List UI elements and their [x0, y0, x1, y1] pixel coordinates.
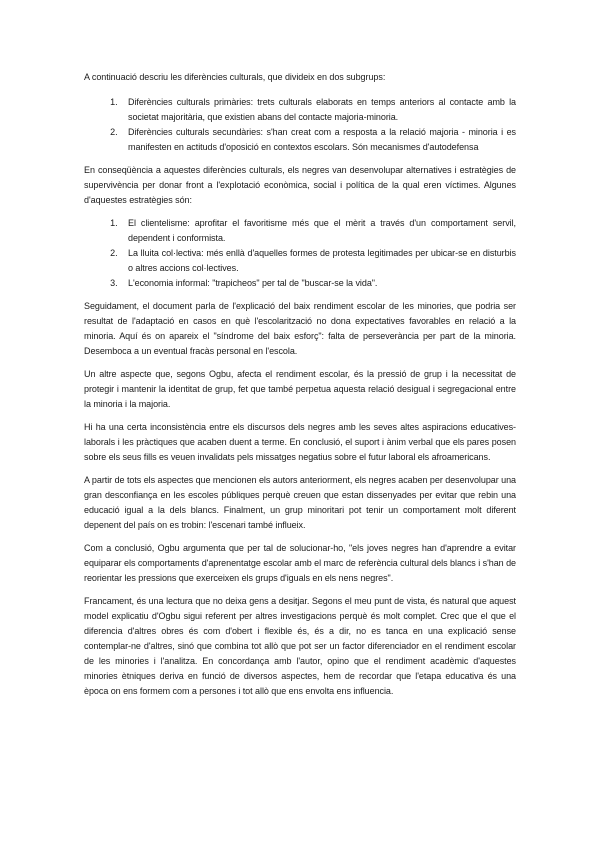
paragraph-intro: A continuació descriu les diferències culturals, que divideix en dos subgrups: [84, 72, 386, 82]
paragraph-seguidament: Seguidament, el document parla de l'explicació del baix rendiment escolar de les minories, que podria ser resultat de l'adaptació en casos en què l'escolarització no dona expectatives favorables en relació a la minoria. Aquí és on apareix el "síndrome del baix esforç": falta de perseverància per part de la minoria. Desemboca a un eventual fracàs personal en l'escola. [84, 301, 516, 356]
paragraph-inconsistencia: Hi ha una certa inconsistència entre els discursos dels negres amb les seves altes aspiracions educatives-laborals i les pràctiques que acaben duent a terme. En conclusió, el suport i ànim verbal que els pares posen sobre els seus fills es veuen invalidats pels missatges negatius sobre el futur laboral els afroamericans. [84, 422, 516, 462]
list-item-diferencies-secundaries: 2. Diferències culturals secundàries: s'han creat com a resposta a la relació majoria - minoria i es manifesten en actituds d'oposició en contextos escolars. Són mecanismes d'autodefensa [120, 125, 516, 155]
paragraph-francament: Francament, és una lectura que no deixa gens a desitjar. Segons el meu punt de vista, és natural que aquest model explicatiu d'Ogbu sigui referent per altres investigacions perquè és molt complet. Crec que el que el diferencia d'altres obres és com d'obert i flexible és, és a dir, no es tanca en una explicació sense contemplar-ne d'altres, sinó que combina tot allò que pot ser un factor diferenciador en el rendiment escolar de les minories i l'analitza. En concordança amb l'autor, opino que el rendiment acadèmic d'aquestes minories ètniques deriva en funció de diversos aspectes, hem de recordar que l'etapa educativa és una època on ens formem com a persones i tot allò que ens envolta ens influencia. [84, 596, 516, 696]
list-subgrups [84, 95, 516, 155]
paragraph-altre-aspecte: Un altre aspecte que, segons Ogbu, afecta el rendiment escolar, és la pressió de grup i la necessitat de protegir i mantenir la identitat de grup, fet que també perpetua aquesta relació desigual i segregacional entre la minoria i la majoria. [84, 369, 516, 409]
paragraph-a-partir: A partir de tots els aspectes que mencionen els autors anteriorment, els negres acaben per desenvolupar una gran desconfiança en les escoles públiques perquè creuen que estan dissenyades per evitar que rebin una educació igual a la dels blancs. Finalment, un grup minoritari pot tenir un comportament molt diferent depenent del país on es trobin: l'escenari també influeix. [84, 475, 516, 530]
paragraph-conclusio: Com a conclusió, Ogbu argumenta que per tal de solucionar-ho, "els joves negres han d'aprendre a evitar equiparar els comportaments d'aprenentatge escolar amb el marc de referència cultural dels blancs i s'han de reorientar les pressions que exerceixen els grups d'iguals en els nens negres". [84, 543, 516, 583]
paragraph-consequencia: En conseqüència a aquestes diferències culturals, els negres van desenvolupar alternatives i estratègies de supervivència per donar front a l'explotació econòmica, social i política de la qual eren víctimes. Algunes d'aquestes estratègies són: [84, 165, 516, 205]
list-item-economia-informal: 3. L'economia informal: "trapicheos" per tal de "buscar-se la vida". [120, 276, 516, 291]
list-item-diferencies-primaries: 1. Diferències culturals primàries: trets culturals elaborats en temps anteriors al contacte amb la societat majoritària, que existien abans del contacte majoria-minoria. [120, 95, 516, 125]
list-item-lluita-collectiva: 2. La lluita col·lectiva: més enllà d'aquelles formes de protesta legitimades per ubicar-se en disturbis o altres accions col·lectives. [120, 246, 516, 276]
list-estrategies [84, 216, 516, 291]
list-item-clientelisme: 1. El clientelisme: aprofitar el favoritisme més que el mèrit a través d'un comportament servil, dependent i conformista. [120, 216, 516, 246]
